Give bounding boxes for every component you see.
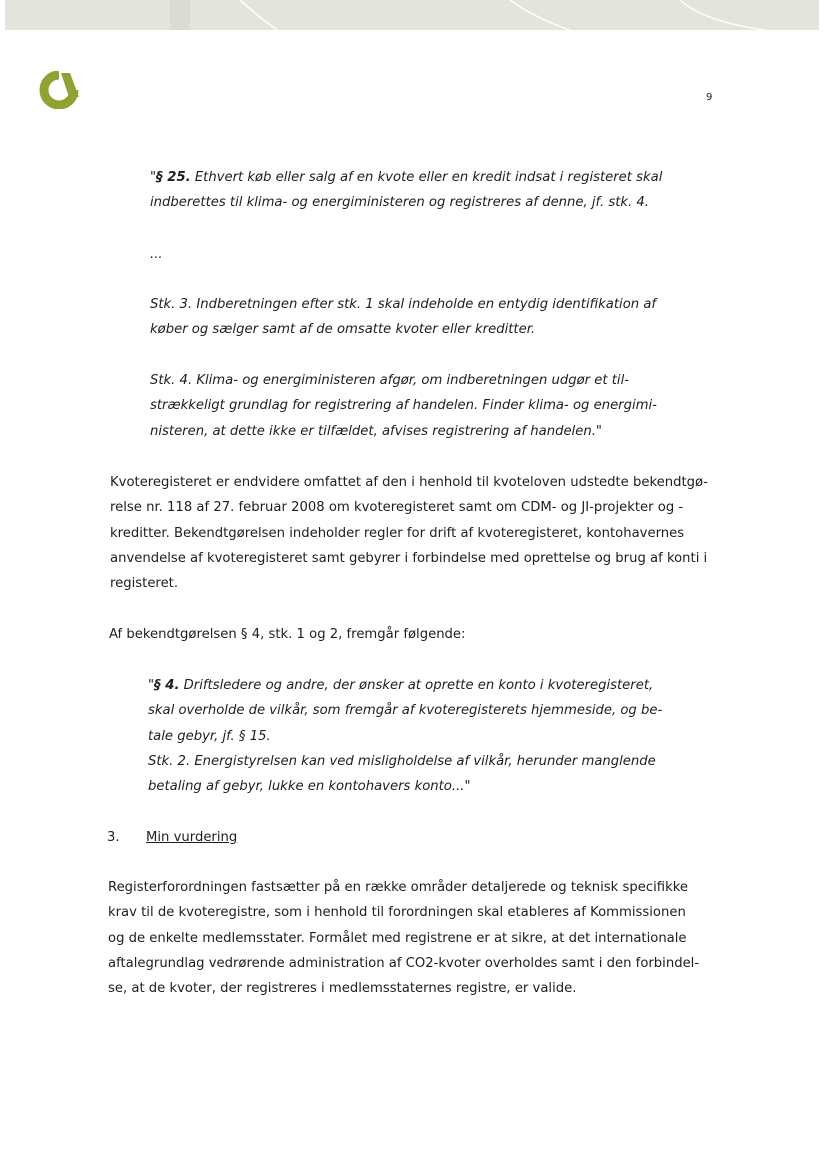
quote-line: Stk. 3. Indberetningen efter stk. 1 skal indeholde en entydig identifikation af [150, 297, 657, 312]
quote-line: køber og sælger samt af de omsatte kvoter eller kreditter. [150, 322, 536, 338]
ellipsis: ... [150, 247, 163, 262]
body-line: Registerforordningen fastsætter på en række områder detaljerede og teknisk specifikke [108, 880, 689, 895]
quote-line: "§ 4. Driftsledere og andre, der ønsker at oprette en konto i kvoteregisteret, [148, 678, 654, 693]
body-line: registeret. [110, 576, 179, 592]
section-number: 3. [107, 830, 120, 845]
quote-line: strækkeligt grundlag for registrering af handelen. Finder klima- og energimi- [150, 398, 657, 414]
body-line: anvendelse af kvoteregisteret samt gebyrer i forbindelse med oprettelse og brug af konti i [110, 550, 708, 566]
section-title: Min vurdering [146, 830, 238, 845]
body-line: aftalegrundlag vedrørende administration af CO2-kvoter overholdes samt i den forbindel- [108, 955, 700, 971]
body-line: relse nr. 118 af 27. februar 2008 om kvoteregisteret samt om CDM- og JI-projekter og - [110, 500, 684, 516]
quote-line: "§ 25. Ethvert køb eller salg af en kvote eller en kredit indsat i registeret skal [150, 170, 663, 185]
body-line: Kvoteregisteret er endvidere omfattet af den i henhold til kvoteloven udstedte bekendtgø- [110, 475, 708, 490]
body-paragraph-1 [110, 470, 722, 596]
quote-line: tale gebyr, jf. § 15. [148, 728, 271, 744]
section-symbol-25: § 25. [156, 170, 191, 185]
quote-paragraph-25 [150, 165, 690, 216]
quote-paragraph-stk3 [150, 292, 690, 343]
quote-paragraph-stk4 [150, 368, 690, 444]
quote-line: skal overholde de vilkår, som fremgår af kvoteregisterets hjemmeside, og be- [148, 703, 663, 719]
body-line: se, at de kvoter, der registreres i medlemsstaternes registre, er valide. [108, 981, 577, 997]
decorative-curves [5, 0, 819, 30]
quote-paragraph-4 [148, 673, 693, 799]
body-line: kreditter. Bekendtgørelsen indeholder regler for drift af kvoteregisteret, kontohavernes [110, 525, 685, 541]
body-paragraph-2: Af bekendtgørelsen § 4, stk. 1 og 2, fremgår følgende: [109, 627, 466, 642]
body-line: og de enkelte medlemsstater. Formålet med registrene er at sikre, at det internationale [108, 930, 687, 946]
quote-line: Stk. 4. Klima- og energiministeren afgør, om indberetningen udgør et til- [150, 373, 630, 388]
page-number: 9 [706, 92, 713, 103]
section-symbol-4: § 4. [154, 678, 180, 693]
body-paragraph-3 [108, 875, 720, 1001]
quote-line: Stk. 2. Energistyrelsen kan ved misligholdelse af vilkår, herunder manglende [148, 753, 656, 769]
ombudsman-logo-icon [39, 71, 81, 109]
quote-line: nisteren, at dette ikke er tilfældet, afvises registrering af handelen." [150, 423, 602, 439]
header-decorative-band [5, 0, 819, 30]
quote-line: betaling af gebyr, lukke en kontohavers konto..." [148, 779, 471, 795]
body-line: krav til de kvoteregistre, som i henhold til forordningen skal etableres af Kommissionen [108, 905, 686, 921]
quote-line: indberettes til klima- og energiministeren og registreres af denne, jf. stk. 4. [150, 195, 649, 211]
